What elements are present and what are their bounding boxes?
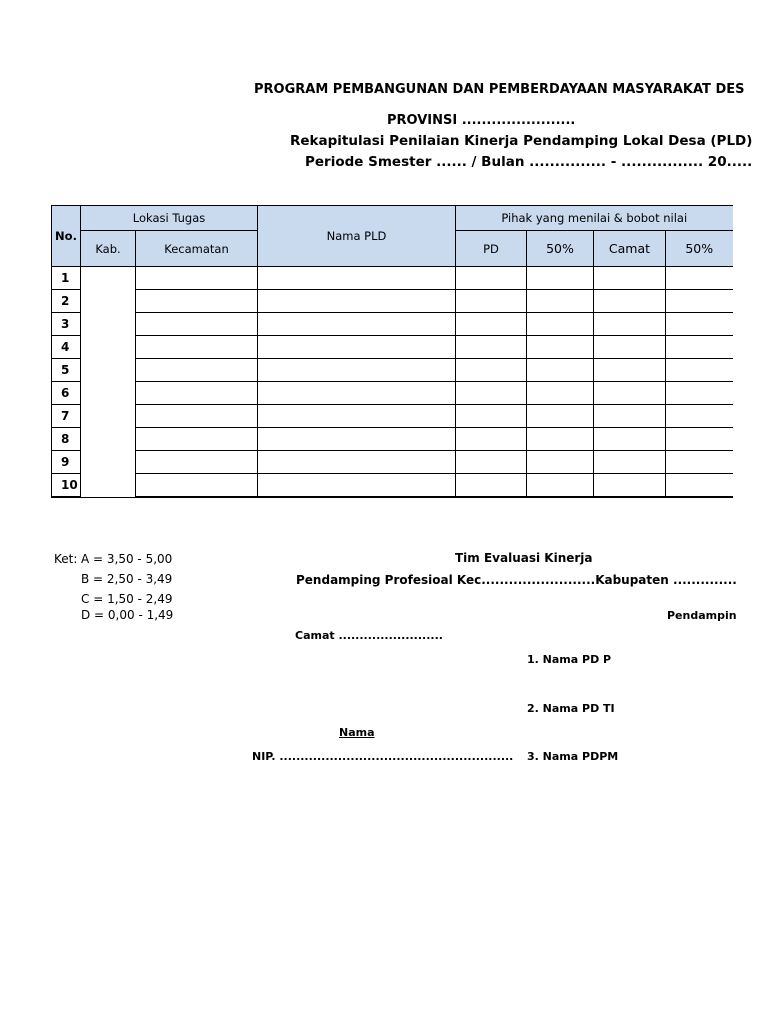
cell-pd[interactable] bbox=[456, 336, 527, 359]
pendamping-label: Pendampin bbox=[667, 609, 737, 622]
cell-nama-pld[interactable] bbox=[258, 290, 456, 313]
cell-nama-pld[interactable] bbox=[258, 474, 456, 498]
provinsi-line: PROVINSI ....................... bbox=[387, 113, 576, 128]
cell-pd-bobot[interactable] bbox=[527, 405, 594, 428]
ket-b: B = 2,50 - 3,49 bbox=[81, 572, 173, 586]
camat-label: Camat ......................... bbox=[295, 629, 443, 642]
table-row bbox=[52, 428, 733, 451]
cell-pd[interactable] bbox=[456, 382, 527, 405]
cell-kecamatan[interactable] bbox=[136, 428, 258, 451]
table-row bbox=[52, 405, 733, 428]
header-camat: Camat bbox=[594, 231, 666, 267]
header-pd-bobot: 50% bbox=[527, 231, 594, 267]
cell-camat-bobot[interactable] bbox=[666, 451, 733, 474]
row-number: 8 bbox=[52, 428, 81, 451]
cell-camat-bobot[interactable] bbox=[666, 382, 733, 405]
header-lokasi-tugas: Lokasi Tugas bbox=[81, 206, 258, 231]
cell-pd-bobot[interactable] bbox=[527, 359, 594, 382]
nip-line: NIP. ........................................................ bbox=[252, 750, 514, 763]
cell-kecamatan[interactable] bbox=[136, 474, 258, 498]
ket-d: D = 0,00 - 1,49 bbox=[81, 608, 174, 622]
cell-nama-pld[interactable] bbox=[258, 405, 456, 428]
cell-pd[interactable] bbox=[456, 267, 527, 290]
cell-nama-pld[interactable] bbox=[258, 451, 456, 474]
cell-pd[interactable] bbox=[456, 451, 527, 474]
cell-nama-pld[interactable] bbox=[258, 267, 456, 290]
cell-pd[interactable] bbox=[456, 405, 527, 428]
cell-camat[interactable] bbox=[594, 428, 666, 451]
row-number: 1 bbox=[52, 267, 81, 290]
cell-nama-pld[interactable] bbox=[258, 313, 456, 336]
cell-kecamatan[interactable] bbox=[136, 336, 258, 359]
cell-pd-bobot[interactable] bbox=[527, 267, 594, 290]
cell-camat[interactable] bbox=[594, 290, 666, 313]
header-no: No. bbox=[52, 206, 81, 267]
cell-pd[interactable] bbox=[456, 313, 527, 336]
signatory-3: 3. Nama PDPM bbox=[527, 750, 619, 763]
header-nama-pld: Nama PLD bbox=[258, 206, 456, 267]
cell-camat-bobot[interactable] bbox=[666, 313, 733, 336]
cell-pd[interactable] bbox=[456, 359, 527, 382]
cell-kecamatan[interactable] bbox=[136, 451, 258, 474]
cell-camat[interactable] bbox=[594, 267, 666, 290]
cell-pd[interactable] bbox=[456, 290, 527, 313]
cell-nama-pld[interactable] bbox=[258, 428, 456, 451]
document-title: Rekapitulasi Penilaian Kinerja Pendamping Lokal Desa (PLD) bbox=[290, 133, 753, 149]
cell-pd[interactable] bbox=[456, 428, 527, 451]
cell-camat-bobot[interactable] bbox=[666, 359, 733, 382]
ket-c: C = 1,50 - 2,49 bbox=[81, 592, 173, 606]
cell-camat[interactable] bbox=[594, 451, 666, 474]
row-number: 9 bbox=[52, 451, 81, 474]
tim-subtitle: Pendamping Profesioal Kec.........................Kabupaten .............. bbox=[296, 573, 737, 587]
row-number: 4 bbox=[52, 336, 81, 359]
cell-camat-bobot[interactable] bbox=[666, 267, 733, 290]
rekap-table bbox=[51, 205, 733, 498]
cell-kecamatan[interactable] bbox=[136, 290, 258, 313]
cell-kecamatan[interactable] bbox=[136, 313, 258, 336]
table-row bbox=[52, 290, 733, 313]
row-number: 6 bbox=[52, 382, 81, 405]
cell-camat[interactable] bbox=[594, 474, 666, 498]
cell-kecamatan[interactable] bbox=[136, 359, 258, 382]
cell-kab[interactable] bbox=[81, 267, 136, 498]
cell-camat-bobot[interactable] bbox=[666, 336, 733, 359]
ket-label: Ket: bbox=[54, 552, 78, 566]
cell-pd-bobot[interactable] bbox=[527, 451, 594, 474]
cell-nama-pld[interactable] bbox=[258, 359, 456, 382]
cell-camat-bobot[interactable] bbox=[666, 405, 733, 428]
cell-nama-pld[interactable] bbox=[258, 336, 456, 359]
cell-camat-bobot[interactable] bbox=[666, 290, 733, 313]
cell-camat[interactable] bbox=[594, 336, 666, 359]
table-row bbox=[52, 382, 733, 405]
row-number: 3 bbox=[52, 313, 81, 336]
cell-pd-bobot[interactable] bbox=[527, 313, 594, 336]
periode-line: Periode Smester ...... / Bulan ............... - ................ 20..... bbox=[305, 154, 753, 170]
cell-pd-bobot[interactable] bbox=[527, 336, 594, 359]
cell-camat[interactable] bbox=[594, 382, 666, 405]
ket-a: A = 3,50 - 5,00 bbox=[81, 552, 173, 566]
cell-camat[interactable] bbox=[594, 313, 666, 336]
table-row bbox=[52, 474, 733, 498]
table-row bbox=[52, 336, 733, 359]
cell-pd-bobot[interactable] bbox=[527, 474, 594, 498]
cell-kecamatan[interactable] bbox=[136, 267, 258, 290]
signatory-2: 2. Nama PD TI bbox=[527, 702, 615, 715]
cell-camat-bobot[interactable] bbox=[666, 474, 733, 498]
row-number: 10 bbox=[52, 474, 81, 498]
tim-title: Tim Evaluasi Kinerja bbox=[455, 551, 593, 565]
cell-nama-pld[interactable] bbox=[258, 382, 456, 405]
cell-kecamatan[interactable] bbox=[136, 382, 258, 405]
cell-camat[interactable] bbox=[594, 405, 666, 428]
table-row bbox=[52, 267, 733, 290]
cell-pd-bobot[interactable] bbox=[527, 382, 594, 405]
row-number: 2 bbox=[52, 290, 81, 313]
header-camat-bobot: 50% bbox=[666, 231, 733, 267]
cell-pd-bobot[interactable] bbox=[527, 290, 594, 313]
camat-name: Nama bbox=[339, 726, 375, 739]
table-body bbox=[52, 267, 733, 498]
table-row bbox=[52, 451, 733, 474]
cell-pd-bobot[interactable] bbox=[527, 428, 594, 451]
header-pihak-menilai: Pihak yang menilai & bobot nilai bbox=[456, 206, 733, 231]
signatory-1: 1. Nama PD P bbox=[527, 653, 612, 666]
row-number: 5 bbox=[52, 359, 81, 382]
program-title: PROGRAM PEMBANGUNAN DAN PEMBERDAYAAN MASYARAKAT DES bbox=[254, 82, 745, 97]
cell-kecamatan[interactable] bbox=[136, 405, 258, 428]
cell-camat-bobot[interactable] bbox=[666, 428, 733, 451]
table-row bbox=[52, 359, 733, 382]
cell-pd[interactable] bbox=[456, 474, 527, 498]
row-number: 7 bbox=[52, 405, 81, 428]
table-row bbox=[52, 313, 733, 336]
header-kab: Kab. bbox=[81, 231, 136, 267]
header-pd: PD bbox=[456, 231, 527, 267]
header-kecamatan: Kecamatan bbox=[136, 231, 258, 267]
cell-camat[interactable] bbox=[594, 359, 666, 382]
